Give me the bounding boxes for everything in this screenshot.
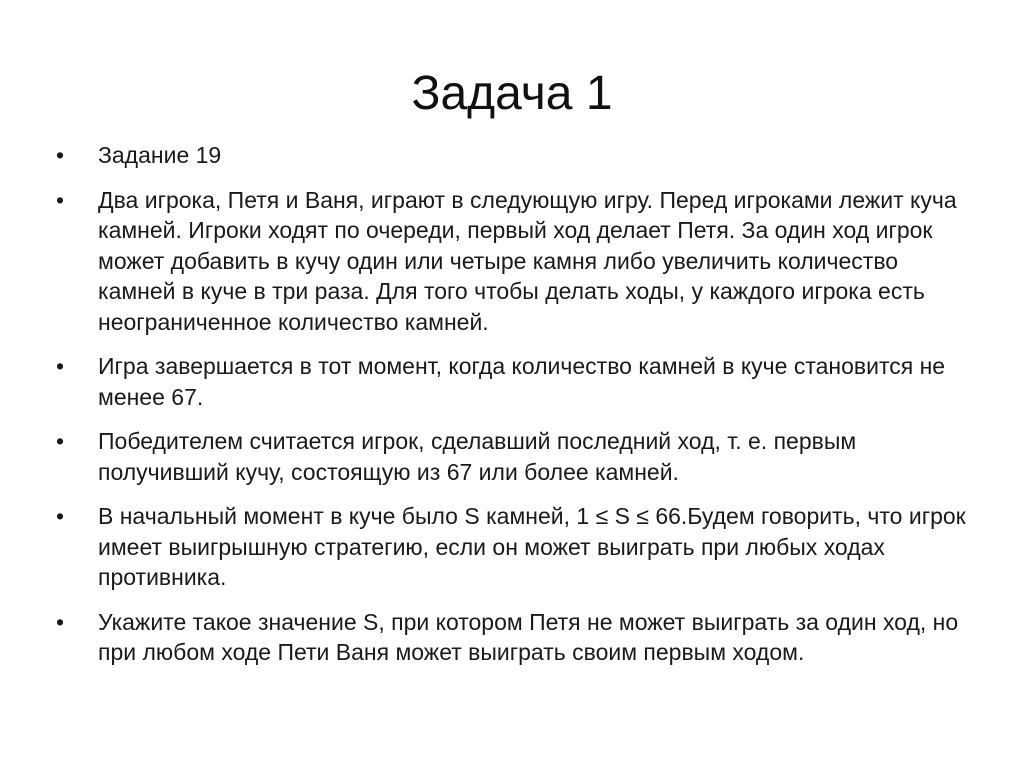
bullet-text: Задание 19 (98, 142, 222, 168)
bullet-icon: • (56, 503, 65, 529)
slide-title: Задача 1 (411, 67, 613, 120)
bullet-text: Победителем считается игрок, сделавший последний ход, т. е. первым получивший кучу, состоящую из 67 или более камней. (98, 428, 857, 485)
bullet-item-game-end (56, 351, 976, 412)
bullet-text: Укажите такое значение S, при котором Петя не может выиграть за один ход, но при любом ходе Пети Ваня может выиграть своим первым ходом. (98, 608, 959, 665)
bullet-item-question (56, 607, 976, 668)
bullet-text: Два игрока, Петя и Ваня, играют в следующую игру. Перед игроками лежит куча камней. Игроки ходят по очереди, первый ход делает Петя. За один ход игрок может добавить в кучу один или четыре камня либо увеличить количество камней в куче в три раза. Для того чтобы делать ходы, у каждого игрока есть неограниченное количество камней. (98, 186, 957, 335)
bullet-item-winner (56, 426, 976, 487)
bullet-item-task-number (56, 140, 976, 171)
bullet-list (56, 140, 976, 682)
bullet-text: В начальный момент в куче было S камней, 1 ≤ S ≤ 66.Будем говорить, что игрок имеет выигрышную стратегию, если он может выиграть при любых ходах противника. (98, 503, 966, 590)
bullet-icon: • (56, 353, 65, 379)
bullet-icon: • (56, 186, 65, 213)
bullet-text: Игра завершается в тот момент, когда количество камней в куче становится не менее 67. (98, 353, 946, 410)
bullet-icon: • (56, 142, 65, 168)
bullet-icon: • (56, 428, 65, 454)
bullet-item-initial-state (56, 501, 976, 593)
bullet-icon: • (56, 608, 65, 635)
bullet-item-game-rules (56, 185, 976, 338)
